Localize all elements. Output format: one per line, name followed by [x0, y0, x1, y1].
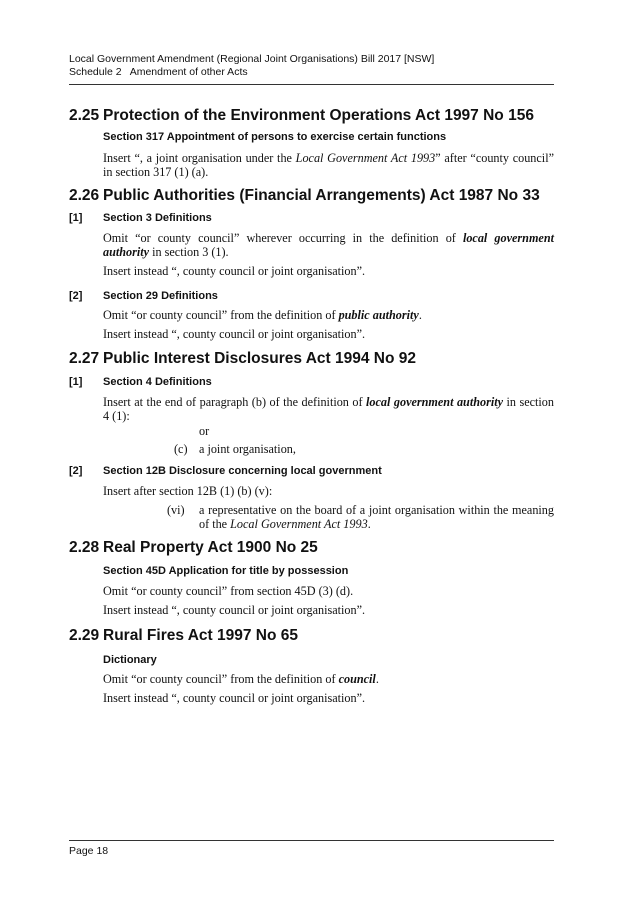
section-heading-2-28	[69, 539, 318, 557]
paragraph-omit	[103, 672, 554, 686]
section-title: Public Interest Disclosures Act 1994 No 92	[103, 350, 416, 367]
paragraph-insert: Insert instead “, county council or joint organisation”.	[103, 327, 366, 341]
page-number: Page 18	[69, 845, 109, 857]
header-bill-title: Local Government Amendment (Regional Joint Organisations) Bill 2017 [NSW]	[69, 53, 435, 65]
defined-term: council	[338, 672, 376, 686]
paragraph-insert-end	[103, 395, 554, 423]
text-run: in section 4 (1):	[103, 395, 554, 423]
text-run: Insert “, a joint organisation under the	[103, 151, 296, 165]
paragraph-omit: Omit “or county council” from section 45D (3) (d).	[103, 584, 354, 598]
italic-act-name: Local Government Act 1993	[295, 151, 436, 165]
section-number: 2.25	[69, 107, 100, 124]
paragraph-omit	[103, 231, 554, 259]
text-run: ” after “county council” in section 317 (1) (a).	[103, 151, 554, 179]
defined-term: public authority	[338, 308, 419, 322]
paragraph-label-c: (c)	[174, 442, 188, 456]
text-run: .	[375, 672, 379, 686]
sub-heading-section-29: Section 29 Definitions	[103, 290, 218, 302]
section-heading-2-25	[69, 107, 534, 125]
section-title: Real Property Act 1900 No 25	[103, 539, 318, 556]
paragraph-insert: Insert instead “, county council or joint organisation”.	[103, 603, 366, 617]
section-title: Protection of the Environment Operations Act 1997 No 156	[103, 107, 534, 124]
paragraph-insert: Insert instead “, county council or joint organisation”.	[103, 264, 366, 278]
defined-term: local government authority	[366, 395, 504, 409]
paragraph-label-vi: (vi)	[167, 503, 185, 517]
item-marker: [2]	[69, 290, 83, 302]
italic-act-name: Local Government Act 1993	[230, 517, 368, 531]
sub-heading-section-45d: Section 45D Application for title by possession	[103, 565, 349, 577]
section-heading-2-26	[69, 187, 540, 205]
footer-rule	[69, 840, 554, 841]
text-run: Insert at the end of paragraph (b) of the definition of	[103, 395, 367, 409]
header-rule	[69, 84, 554, 85]
item-marker: [1]	[69, 212, 83, 224]
item-marker: [2]	[69, 465, 83, 477]
text-run: .	[418, 308, 422, 322]
sub-heading-section-4: Section 4 Definitions	[103, 376, 212, 388]
paragraph-insert: Insert instead “, county council or joint organisation”.	[103, 691, 366, 705]
text-run: Omit “or county council” wherever occurring in the definition of	[103, 231, 463, 245]
section-heading-2-29	[69, 627, 298, 645]
section-number: 2.27	[69, 350, 100, 367]
text-run: Omit “or county council” from the definition of	[103, 308, 339, 322]
section-number: 2.29	[69, 627, 100, 644]
running-header	[69, 53, 434, 78]
text-run: in section 3 (1).	[149, 245, 229, 259]
paragraph-insert-after: Insert after section 12B (1) (b) (v):	[103, 484, 273, 498]
section-heading-2-27	[69, 350, 416, 368]
paragraph-text-c: a joint organisation,	[199, 442, 296, 456]
or-word: or	[199, 424, 210, 438]
sub-heading-dictionary: Dictionary	[103, 654, 157, 666]
text-run: .	[367, 517, 371, 531]
text-run: a representative on the board of a joint organisation within the meaning of the	[199, 503, 554, 531]
sub-heading-section-3: Section 3 Definitions	[103, 212, 212, 224]
section-number: 2.26	[69, 187, 100, 204]
section-number: 2.28	[69, 539, 100, 556]
sub-heading-section-317: Section 317 Appointment of persons to exercise certain functions	[103, 131, 447, 143]
paragraph-2-25	[103, 151, 554, 179]
section-title: Rural Fires Act 1997 No 65	[103, 627, 298, 644]
text-run: Omit “or county council” from the definition of	[103, 672, 339, 686]
paragraph-text-vi	[199, 503, 554, 531]
item-marker: [1]	[69, 376, 83, 388]
section-title: Public Authorities (Financial Arrangements) Act 1987 No 33	[103, 187, 540, 204]
defined-term: local government authority	[103, 231, 554, 259]
header-schedule: Schedule 2 Amendment of other Acts	[69, 65, 248, 78]
paragraph-omit	[103, 308, 554, 322]
sub-heading-section-12b: Section 12B Disclosure concerning local government	[103, 465, 382, 477]
